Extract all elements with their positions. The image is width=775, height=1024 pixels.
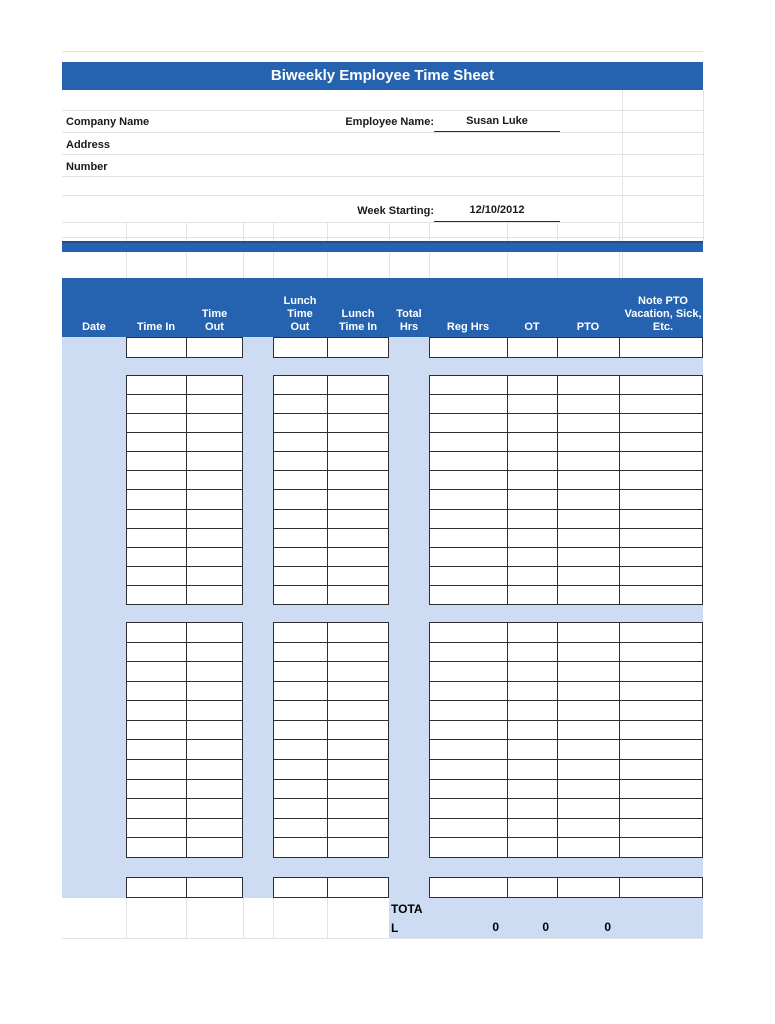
- title-bar: [62, 62, 703, 90]
- lunch-entry-row[interactable]: [274, 759, 388, 779]
- lunch-entry-row[interactable]: [274, 585, 388, 604]
- hours-entry-row[interactable]: [430, 759, 702, 779]
- time-entry-row[interactable]: [127, 566, 242, 585]
- time-entry-row[interactable]: [127, 451, 242, 470]
- lunch-entry-row[interactable]: [274, 376, 388, 394]
- lunch-entry-row[interactable]: [274, 700, 388, 720]
- cell-divider: [507, 623, 509, 857]
- hours-entry-row[interactable]: [430, 470, 702, 489]
- address-label: Address: [66, 139, 111, 151]
- time-entry-row[interactable]: [127, 681, 242, 701]
- gridline: [273, 222, 274, 241]
- cell-divider: [557, 623, 559, 857]
- gridline: [243, 898, 244, 938]
- section-divider-bar: [62, 241, 703, 252]
- gridline: [62, 176, 703, 177]
- company-name-label: Company Name: [66, 116, 150, 128]
- hours-entry-row[interactable]: [430, 489, 702, 508]
- time-entry-row[interactable]: [127, 585, 242, 604]
- entry-row-top-hours-cells[interactable]: [429, 337, 703, 358]
- cell-divider: [619, 623, 621, 857]
- header-pto: PTO: [576, 321, 600, 333]
- hours-entry-row[interactable]: [430, 528, 702, 547]
- lunch-entry-row[interactable]: [274, 489, 388, 508]
- time-entry-row[interactable]: [127, 661, 242, 681]
- header-time-out: Time Out: [201, 308, 228, 333]
- entry-row-top-time-cells[interactable]: [126, 337, 243, 358]
- week2-lunch-grid[interactable]: [273, 622, 389, 858]
- gridline: [126, 222, 127, 241]
- hours-entry-row[interactable]: [430, 585, 702, 604]
- gridline: [327, 898, 328, 938]
- lunch-entry-row[interactable]: [274, 413, 388, 432]
- lunch-entry-row[interactable]: [274, 451, 388, 470]
- header-lunch-time-out: Lunch Time Out: [283, 295, 317, 333]
- cell-divider: [557, 376, 559, 604]
- gridline: [557, 252, 558, 278]
- time-entry-row[interactable]: [127, 798, 242, 818]
- hours-entry-row[interactable]: [430, 739, 702, 759]
- cell-divider: [327, 376, 329, 604]
- gridline: [389, 252, 390, 278]
- lunch-entry-row[interactable]: [274, 509, 388, 528]
- cell-divider: [619, 878, 621, 897]
- lunch-entry-row[interactable]: [274, 623, 388, 642]
- week-starting-label: Week Starting:: [300, 203, 434, 219]
- gridline: [243, 222, 244, 241]
- gridline: [327, 222, 328, 241]
- lunch-entry-row[interactable]: [274, 470, 388, 489]
- hours-entry-row[interactable]: [430, 566, 702, 585]
- header-time-in: Time In: [136, 321, 176, 333]
- totals-label: TOTAL: [391, 902, 423, 935]
- gridline: [62, 195, 703, 196]
- lunch-entry-row[interactable]: [274, 547, 388, 566]
- hours-entry-row[interactable]: [430, 376, 702, 394]
- hours-entry-row[interactable]: [430, 837, 702, 857]
- gridline: [62, 938, 703, 939]
- time-entry-row[interactable]: [127, 642, 242, 662]
- entry-row-top-lunch-cells[interactable]: [273, 337, 389, 358]
- cell-divider: [186, 338, 188, 357]
- cell-divider: [327, 338, 329, 357]
- time-entry-row[interactable]: [127, 547, 242, 566]
- hours-entry-row[interactable]: [430, 432, 702, 451]
- header-lunch-time-in: Lunch Time In: [338, 308, 378, 333]
- lunch-entry-row[interactable]: [274, 661, 388, 681]
- cell-divider: [327, 878, 329, 897]
- gridline: [619, 222, 620, 241]
- header-note-pto: Note PTO Vacation, Sick, Etc.: [624, 295, 702, 333]
- hours-entry-row[interactable]: [430, 818, 702, 838]
- lunch-entry-row[interactable]: [274, 566, 388, 585]
- gridline: [62, 132, 703, 133]
- hours-entry-row[interactable]: [430, 720, 702, 740]
- total-reg-hrs-value: 0: [492, 920, 499, 934]
- lunch-entry-row[interactable]: [274, 681, 388, 701]
- page-title: Biweekly Employee Time Sheet: [270, 67, 495, 84]
- gridline: [273, 252, 274, 278]
- time-entry-row[interactable]: [127, 759, 242, 779]
- gridline: [273, 898, 274, 938]
- entry-row-bottom-lunch-cells[interactable]: [273, 877, 389, 898]
- week1-hours-grid[interactable]: [429, 375, 703, 605]
- hours-entry-row[interactable]: [430, 509, 702, 528]
- total-pto-value: 0: [604, 920, 611, 934]
- time-entry-row[interactable]: [127, 432, 242, 451]
- hours-entry-row[interactable]: [430, 642, 702, 662]
- hours-entry-row[interactable]: [430, 700, 702, 720]
- time-entry-row[interactable]: [127, 394, 242, 413]
- gridline: [703, 90, 704, 241]
- total-ot-value: 0: [542, 920, 549, 934]
- time-entry-row[interactable]: [127, 720, 242, 740]
- hours-entry-row[interactable]: [430, 681, 702, 701]
- lunch-entry-row[interactable]: [274, 642, 388, 662]
- cell-divider: [507, 878, 509, 897]
- time-entry-row[interactable]: [127, 818, 242, 838]
- lunch-entry-row[interactable]: [274, 798, 388, 818]
- hours-entry-row[interactable]: [430, 451, 702, 470]
- cell-divider: [557, 338, 559, 357]
- employee-name-label: Employee Name:: [300, 114, 434, 130]
- gridline: [507, 222, 508, 241]
- time-entry-row[interactable]: [127, 376, 242, 394]
- week1-lunch-grid[interactable]: [273, 375, 389, 605]
- cell-divider: [186, 376, 188, 604]
- week-starting-field[interactable]: 12/10/2012: [434, 200, 560, 222]
- gridline: [622, 252, 623, 278]
- week2-hours-grid[interactable]: [429, 622, 703, 858]
- gridline: [327, 252, 328, 278]
- time-entry-row[interactable]: [127, 509, 242, 528]
- gridline: [62, 154, 703, 155]
- header-total-hrs: Total Hrs: [396, 308, 422, 333]
- time-entry-row[interactable]: [127, 413, 242, 432]
- time-entry-row[interactable]: [127, 528, 242, 547]
- lunch-entry-row[interactable]: [274, 528, 388, 547]
- cell-divider: [619, 338, 621, 357]
- cell-divider: [186, 623, 188, 857]
- gridline: [429, 222, 430, 241]
- hours-entry-row[interactable]: [430, 623, 702, 642]
- gridline: [622, 90, 623, 241]
- hours-entry-row[interactable]: [430, 661, 702, 681]
- number-label: Number: [66, 161, 108, 173]
- lunch-entry-row[interactable]: [274, 720, 388, 740]
- cell-divider: [619, 376, 621, 604]
- entry-row-bottom-hours-cells[interactable]: [429, 877, 703, 898]
- lunch-entry-row[interactable]: [274, 432, 388, 451]
- entry-row-bottom-time-cells[interactable]: [126, 877, 243, 898]
- time-entry-row[interactable]: [127, 779, 242, 799]
- cell-divider: [557, 878, 559, 897]
- hours-entry-row[interactable]: [430, 547, 702, 566]
- time-entry-row[interactable]: [127, 837, 242, 857]
- cell-divider: [327, 623, 329, 857]
- header-ot: OT: [524, 321, 540, 333]
- cell-divider: [507, 376, 509, 604]
- gridline: [126, 898, 127, 938]
- header-reg-hrs: Reg Hrs: [446, 321, 490, 333]
- lunch-entry-row[interactable]: [274, 837, 388, 857]
- gridline: [62, 237, 703, 238]
- week1-time-grid[interactable]: [126, 375, 243, 605]
- hours-entry-row[interactable]: [430, 779, 702, 799]
- employee-name-field[interactable]: Susan Luke: [434, 111, 560, 132]
- gridline: [62, 222, 703, 223]
- time-entry-row[interactable]: [127, 623, 242, 642]
- header-date: Date: [82, 321, 106, 333]
- hours-entry-row[interactable]: [430, 798, 702, 818]
- hours-entry-row[interactable]: [430, 413, 702, 432]
- gridline: [186, 222, 187, 241]
- hours-entry-row[interactable]: [430, 394, 702, 413]
- gridline: [243, 252, 244, 278]
- gridline: [507, 252, 508, 278]
- gridline: [186, 252, 187, 278]
- gridline: [429, 252, 430, 278]
- gridline: [126, 252, 127, 278]
- gridline: [186, 898, 187, 938]
- lunch-entry-row[interactable]: [274, 818, 388, 838]
- cell-divider: [186, 878, 188, 897]
- gridline: [62, 51, 703, 52]
- time-entry-row[interactable]: [127, 739, 242, 759]
- lunch-entry-row[interactable]: [274, 394, 388, 413]
- gridline: [619, 252, 620, 278]
- cell-divider: [507, 338, 509, 357]
- lunch-entry-row[interactable]: [274, 739, 388, 759]
- gridline: [62, 110, 703, 111]
- week2-time-grid[interactable]: [126, 622, 243, 858]
- time-entry-row[interactable]: [127, 470, 242, 489]
- time-entry-row[interactable]: [127, 489, 242, 508]
- lunch-entry-row[interactable]: [274, 779, 388, 799]
- gridline: [557, 222, 558, 241]
- time-entry-row[interactable]: [127, 700, 242, 720]
- gridline: [389, 222, 390, 241]
